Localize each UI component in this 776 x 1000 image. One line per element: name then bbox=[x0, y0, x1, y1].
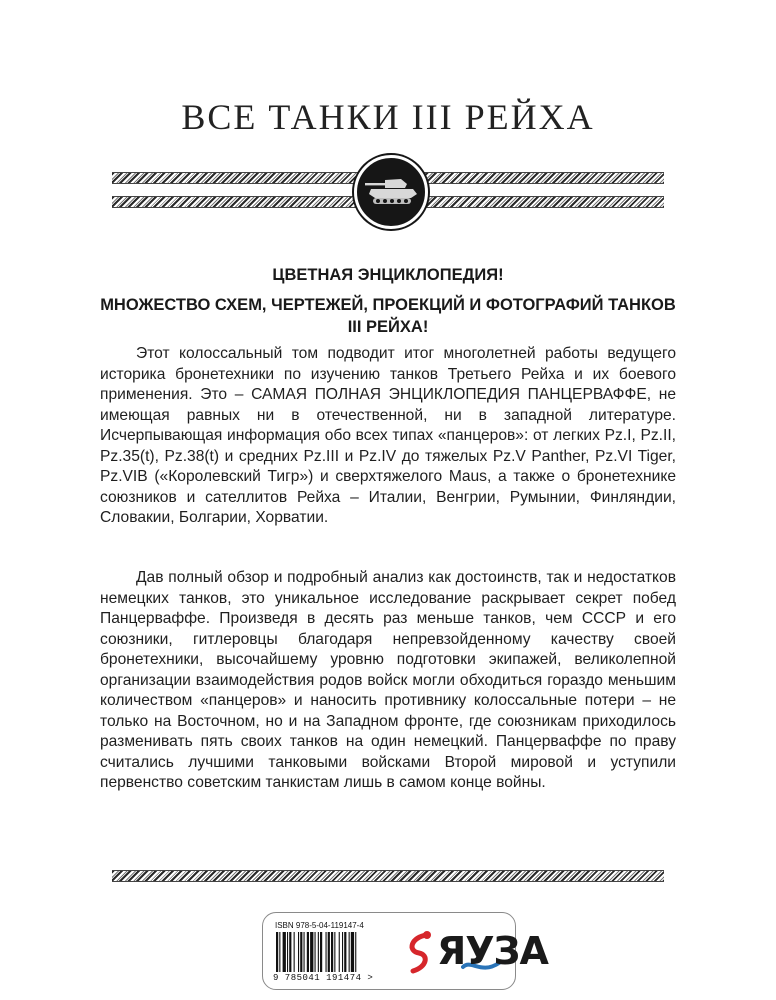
barcode-bar bbox=[328, 932, 330, 972]
publisher-logo bbox=[401, 927, 548, 977]
description-paragraph-1: Этот колоссальный том подводит итог многолетней работы ведущего историка бронетехники по изучению танков Третьего Рейха и их боевого применения. Это – САМАЯ ПОЛНАЯ ЭНЦИКЛОПЕДИЯ ПАНЦЕРВАФФЕ, не имеющая равных ни в отечественной, ни в западной литературе. Исчерпывающая информация обо всех типах «панцеров»: от легких Pz.I, Pz.II, Pz.35(t), Pz.38(t) и средних Pz.III и Pz.IV до тяжелых Pz.V Panther, Pz.VI Tiger, Pz.VIB («Королевский Тигр») и сверхтяжелого Maus, а также о бронетехнике союзников и сателлитов Рейха – Италии, Венгрии, Румынии, Финляндии, Словакии, Болгарии, Хорватии. bbox=[100, 345, 676, 526]
barcode-bar bbox=[279, 932, 280, 972]
barcode-bar bbox=[344, 932, 346, 972]
barcode-bar bbox=[298, 932, 299, 972]
barcode-bar bbox=[320, 932, 322, 972]
barcode-bar bbox=[304, 932, 305, 972]
barcode-panel bbox=[262, 912, 548, 990]
barcode-bar bbox=[310, 932, 313, 972]
barcode-bar bbox=[351, 932, 354, 972]
barcode-digits: 9 785041 191474 > bbox=[273, 973, 374, 983]
publisher-swirl-icon bbox=[401, 927, 437, 977]
barcode-bar bbox=[315, 932, 316, 972]
barcode-bar bbox=[355, 932, 356, 972]
publisher-logo-text: ЯУЗА bbox=[437, 929, 548, 973]
headline-encyclopedia: ЦВЕТНАЯ ЭНЦИКЛОПЕДИЯ! bbox=[272, 266, 504, 284]
series-title: ВСЕ ТАНКИ III РЕЙХА bbox=[181, 97, 595, 137]
barcode-bar bbox=[339, 932, 340, 972]
headline-schemes: МНОЖЕСТВО СХЕМ, ЧЕРТЕЖЕЙ, ПРОЕКЦИЙ И ФОТОГРАФИЙ ТАНКОВ III РЕЙХА! bbox=[100, 296, 676, 336]
barcode-bar bbox=[331, 932, 333, 972]
barcode-bar bbox=[334, 932, 335, 972]
barcode-bar bbox=[289, 932, 291, 972]
barcode-bar bbox=[326, 932, 327, 972]
barcode-bar bbox=[300, 932, 302, 972]
barcode-bar bbox=[276, 932, 278, 972]
barcode-bar bbox=[349, 932, 350, 972]
isbn-label: ISBN 978-5-04-119147-4 bbox=[275, 921, 364, 930]
barcode-bar bbox=[294, 932, 295, 972]
rope-divider-bottom bbox=[112, 870, 664, 882]
description-paragraph-2: Дав полный обзор и подробный анализ как достоинств, так и недостатков немецких танков, это уникальное исследование раскрывает секрет побед Панцерваффе. Произведя в десять раз меньше танков, чем СССР и его союзники, гитлеровцы благодаря непревзойденному качеству своей бронетехники, высочайшему уровню подготовки экипажей, великолепной организации взаимодействия родов войск могли обходиться гораздо меньшим количеством «панцеров» и наносить противнику колоссальные потери – не только на Восточном, но и на Западном фронте, где союзникам приходилось разменивать пять своих танков на один немецкий. Панцерваффе по праву считались лучшими танковыми войсками Второй мировой и уступили первенство советским танкистам лишь в самом конце войны. bbox=[100, 569, 676, 791]
tank-emblem bbox=[354, 155, 428, 229]
barcode-bar bbox=[287, 932, 288, 972]
barcode-bar bbox=[283, 932, 286, 972]
tank-icon bbox=[363, 174, 419, 208]
barcode-icon bbox=[275, 932, 393, 972]
barcode-bar bbox=[307, 932, 309, 972]
barcode-bar bbox=[318, 932, 319, 972]
barcode-bar bbox=[342, 932, 343, 972]
